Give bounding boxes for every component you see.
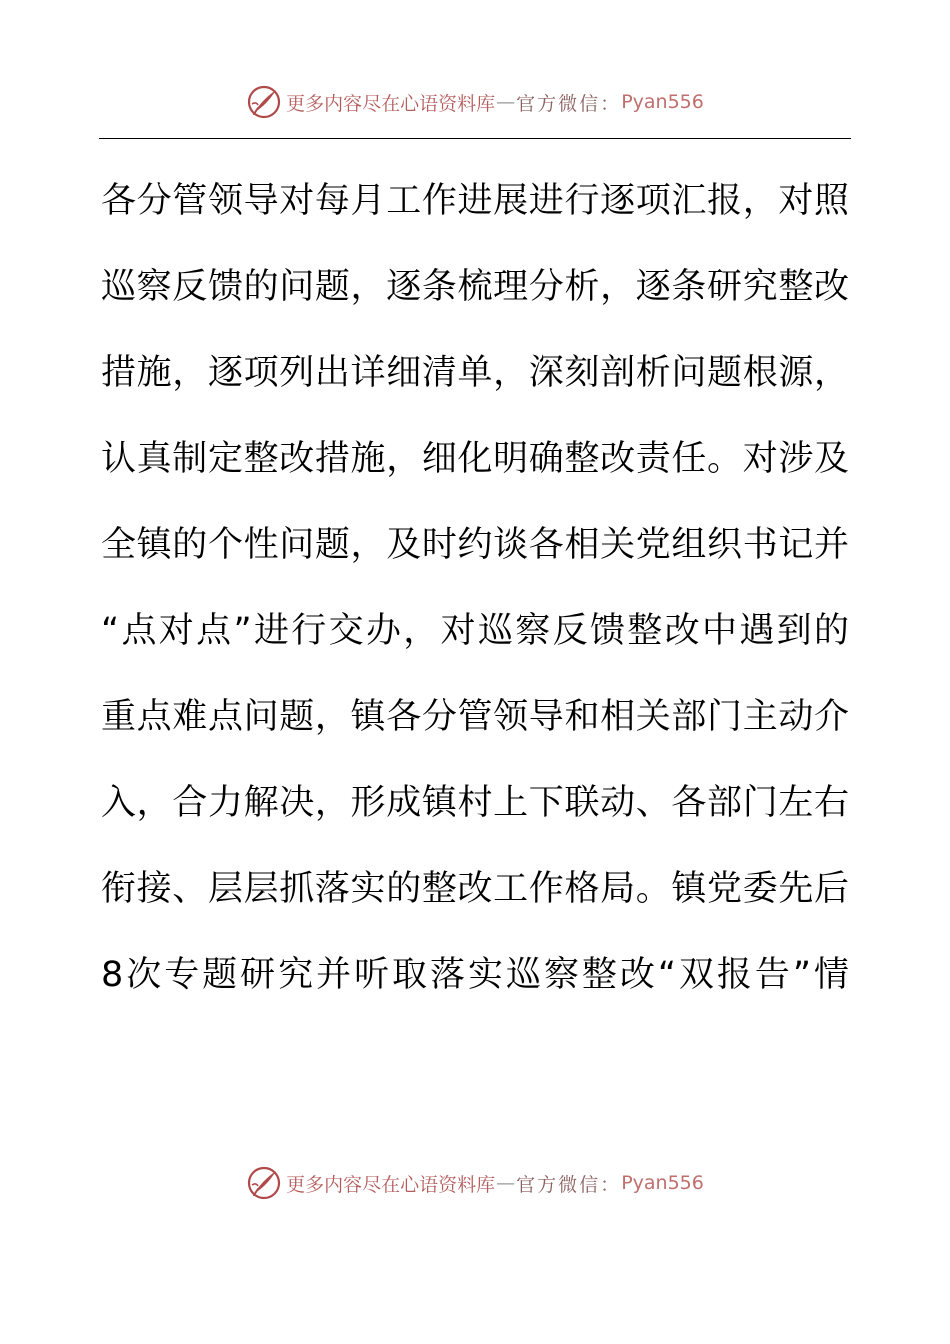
footer-wechat-label: 官方微信： <box>516 1173 622 1196</box>
header-wechat-label: 官方微信： <box>516 92 622 115</box>
body-line: 重点难点问题，镇各分管领导和相关部门主动介 <box>101 697 849 737</box>
header-divider <box>99 138 851 139</box>
body-line: 各分管领导对每月工作进展进行逐项汇报，对照 <box>101 181 849 221</box>
header-site-text: 更多内容尽在心语资料库 <box>286 92 496 115</box>
body-line: 认真制定整改措施，细化明确整改责任。对涉及 <box>101 439 849 479</box>
quill-pen-logo-icon <box>246 1165 282 1201</box>
header-dash: — <box>496 91 516 113</box>
quill-pen-logo-icon <box>246 84 282 120</box>
body-line: 措施，逐项列出详细清单，深刻剖析问题根源， <box>101 353 849 393</box>
header-banner <box>0 82 950 122</box>
footer-dash: — <box>496 1172 516 1194</box>
body-line: 入，合力解决，形成镇村上下联动、各部门左右 <box>101 783 849 823</box>
body-line: 8次专题研究并听取落实巡察整改“双报告”情 <box>101 955 849 995</box>
body-line: 巡察反馈的问题，逐条梳理分析，逐条研究整改 <box>101 267 849 307</box>
body-line: 衔接、层层抓落实的整改工作格局。镇党委先后 <box>101 869 849 909</box>
footer-banner <box>0 1163 950 1203</box>
body-line: 全镇的个性问题，及时约谈各相关党组织书记并 <box>101 525 849 565</box>
footer-site-text: 更多内容尽在心语资料库 <box>286 1173 496 1196</box>
header-wechat-account: Pyan556 <box>621 91 704 113</box>
footer-wechat-account: Pyan556 <box>621 1172 704 1194</box>
body-line: “点对点”进行交办，对巡察反馈整改中遇到的 <box>101 611 849 651</box>
